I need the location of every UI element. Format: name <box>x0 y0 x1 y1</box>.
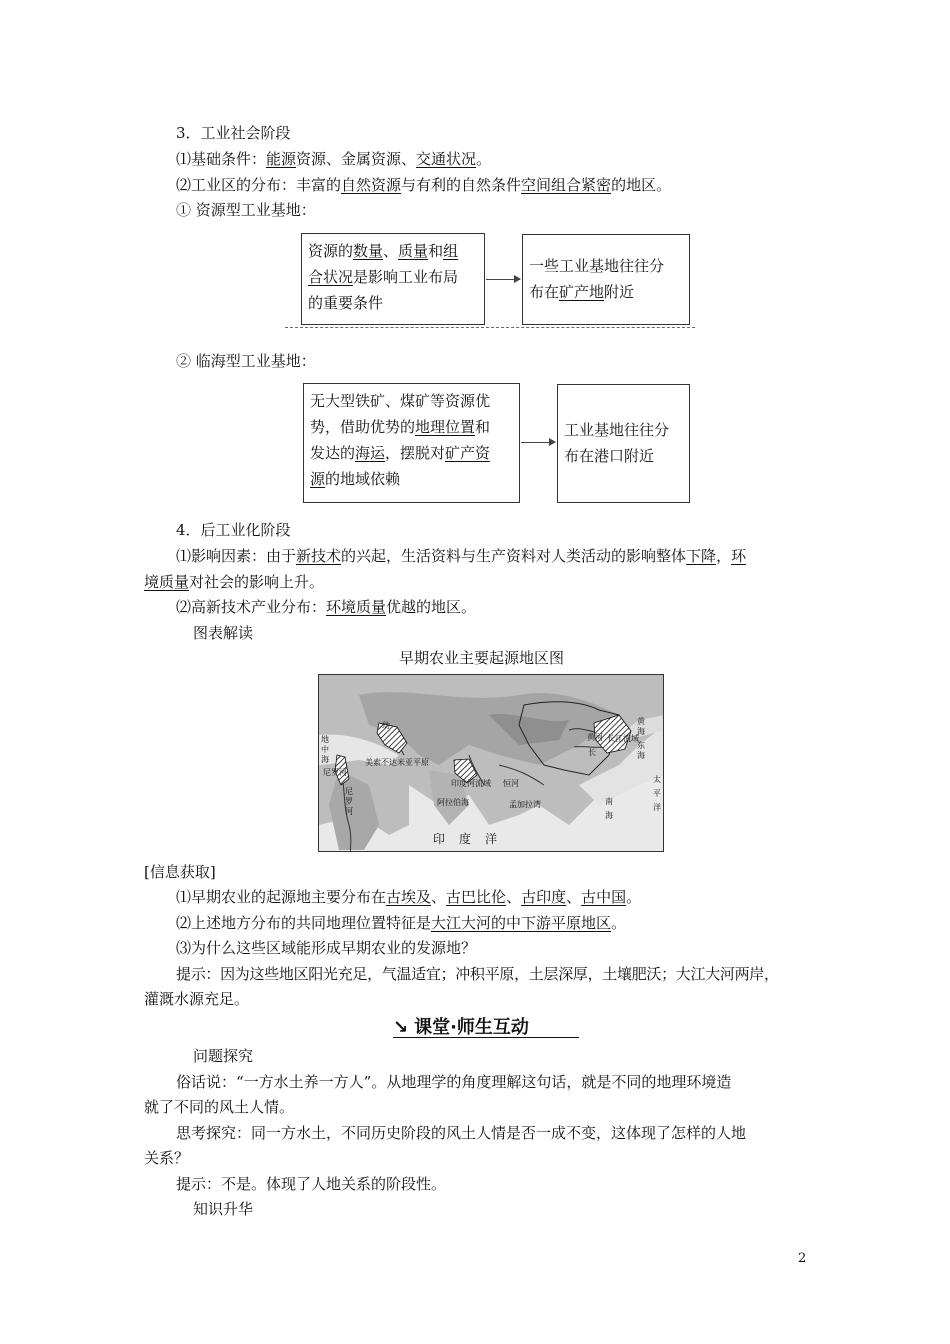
map-label-ganges: 恒河 <box>503 779 519 788</box>
map-label-nile-river: 尼罗河 <box>323 768 347 777</box>
map-label-yangtze-valley: 长江流域 <box>607 734 639 743</box>
dashed-divider <box>285 327 695 328</box>
chart-reading-label: 图表解读 <box>193 624 254 642</box>
classroom-s2: 就了不同的风土人情。 <box>144 1098 295 1116</box>
info-q2: ⑵上述地方分布的共同地理位置特征是大江大河的中下游平原地区。 <box>176 914 627 932</box>
section4-p1: ⑴影响因素：由于新技术的兴起，生活资料与生产资料对人类活动的影响整体下降，环 <box>176 547 747 565</box>
map-label-pacific-ocean: 太平洋 <box>653 775 661 812</box>
classroom-s3: 思考探究：同一方水土，不同历史阶段的风土人情是否一成不变，这体现了怎样的人地 <box>176 1124 747 1142</box>
info-title: [信息获取] <box>144 863 216 881</box>
map-label-south-china-sea: 南海 <box>605 797 613 820</box>
map-label-nile-vertical: 尼罗河 <box>345 787 353 816</box>
arrow-right-icon <box>521 442 555 443</box>
resource-base-box: 一些工业基地往往分 布在矿产地附近 <box>522 234 690 325</box>
map-label-chang: 长 <box>588 748 596 757</box>
classroom-s5: 提示：不是。体现了人地关系的阶段性。 <box>176 1175 447 1193</box>
arrow-right-icon <box>486 279 520 280</box>
classroom-heading: ↘ 课堂·师生互动 <box>393 1017 529 1038</box>
early-agriculture-map <box>318 674 664 852</box>
map-label-indus-valley: 印度河流域 <box>451 779 491 788</box>
info-q3: ⑶为什么这些区域能形成早期农业的发源地？ <box>176 939 477 957</box>
map-label-arabian-sea: 阿拉伯海 <box>437 798 469 807</box>
map-label-euphrates: 幼 <box>382 721 390 730</box>
map-label-yellow-sea: 黄海 <box>637 717 645 736</box>
section4-p2: ⑵高新技术产业分布：环境质量优越的地区。 <box>176 598 477 616</box>
problem-inquiry-label: 问题探究 <box>193 1047 254 1065</box>
section3-p2: ⑵工业区的分布：丰富的自然资源与有利的自然条件空间组合紧密的地区。 <box>176 176 672 194</box>
section4-p1-cont: 境质量对社会的影响上升。 <box>144 573 325 591</box>
section3-p4: ② 临海型工业基地： <box>176 352 316 370</box>
arrow-down-right-icon: ↘ <box>393 1017 409 1038</box>
knowledge-label: 知识升华 <box>193 1200 254 1218</box>
coastal-condition-box: 无大型铁矿、煤矿等资源优 势，借助优势的地理位置和 发达的海运，摆脱对矿产资 源的地域依赖 <box>303 383 520 503</box>
page-number: 2 <box>798 1251 807 1266</box>
map-label-mediterranean: 地中海 <box>321 735 329 764</box>
heading-underline <box>393 1037 579 1038</box>
coastal-base-box: 工业基地往往分 布在港口附近 <box>557 384 690 503</box>
map-title: 早期农业主要起源地区图 <box>399 649 565 667</box>
section3-title: 3．工业社会阶段 <box>176 124 291 142</box>
section4-title: 4．后工业化阶段 <box>176 521 291 539</box>
info-hint-line2: 灌溉水源充足。 <box>144 990 250 1008</box>
map-label-indian-ocean: 印度洋 <box>433 832 512 846</box>
map-label-east-china-sea: 东海 <box>637 741 645 760</box>
classroom-s4: 关系？ <box>144 1149 190 1167</box>
info-q1: ⑴早期农业的起源地主要分布在古埃及、古巴比伦、古印度、古中国。 <box>176 888 642 906</box>
map-label-yellow-river: 黄河 <box>587 733 603 742</box>
section3-p1: ⑴基础条件：能源资源、金属资源、交通状况。 <box>176 150 492 168</box>
info-hint-line1: 提示：因为这些地区阳光充足，气温适宜；冲积平原，土层深厚，土壤肥沃；大江大河两岸， <box>176 965 779 983</box>
map-label-mesopotamia: 美索不达米亚平原 <box>365 758 429 767</box>
section3-p3: ① 资源型工业基地： <box>176 201 316 219</box>
resource-condition-box: 资源的数量、质量和组 合状况是影响工业布局 的重要条件 <box>301 233 485 325</box>
classroom-s1: 俗话说：“一方水土养一方人”。从地理学的角度理解这句话，就是不同的地理环境造 <box>176 1073 732 1091</box>
map-label-bay-of-bengal: 孟加拉湾 <box>509 800 541 809</box>
